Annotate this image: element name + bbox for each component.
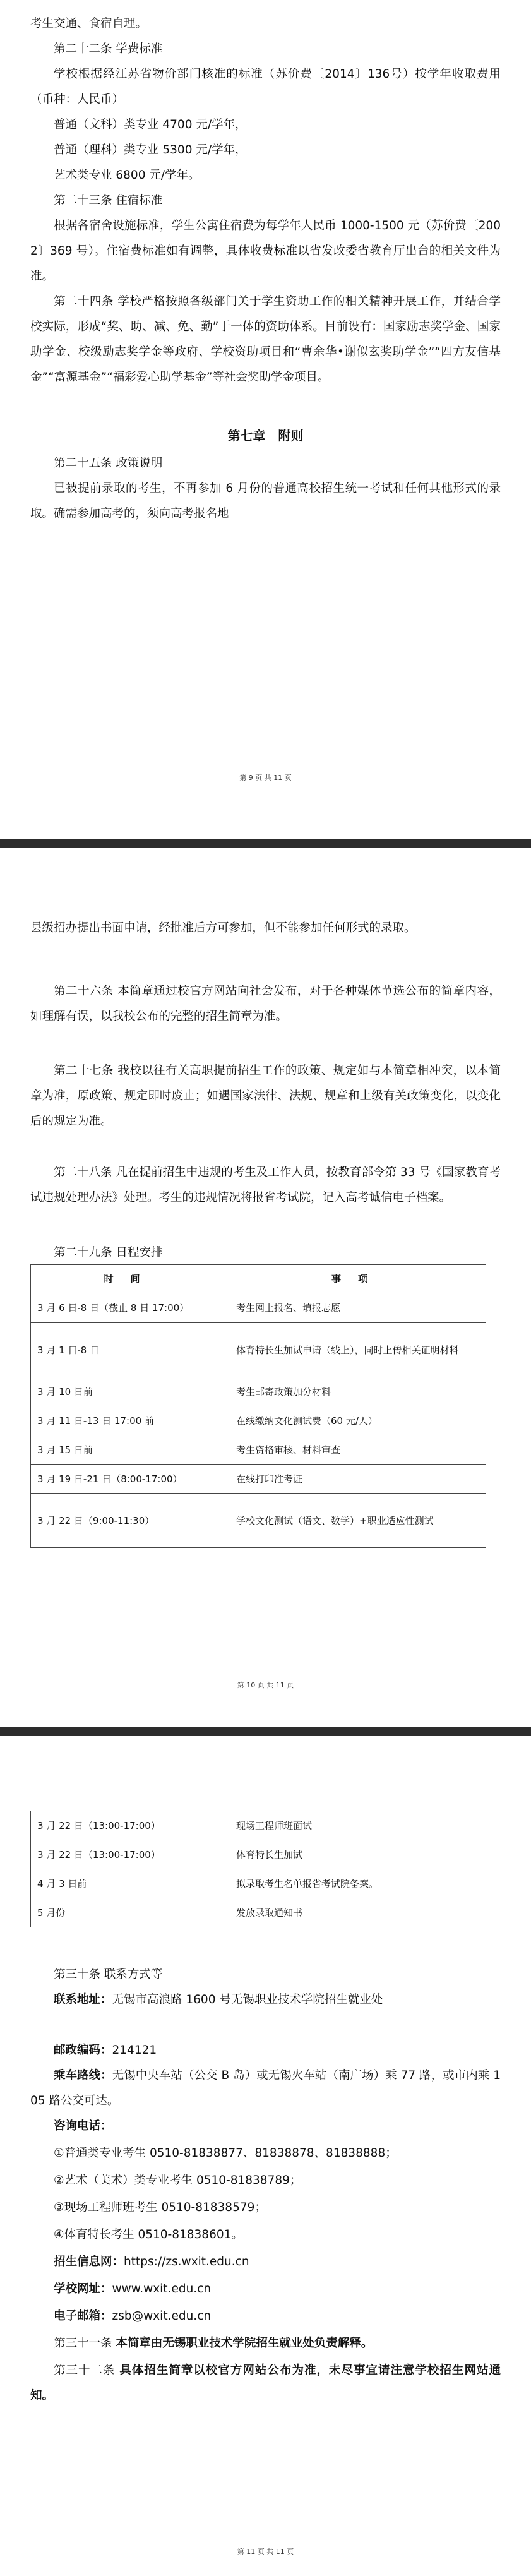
article-31-text: 本简章由无锡职业技术学院招生就业处负责解释。 xyxy=(116,2337,373,2350)
article-32-prefix: 第三十二条 xyxy=(54,2364,120,2377)
page-footer: 第 11 页 共 11 页 xyxy=(237,2548,294,2556)
email-link[interactable]: zsb@wxit.edu.cn xyxy=(112,2309,212,2323)
table-cell: 4 月 3 日前 xyxy=(31,1869,217,1898)
table-cell: 体育特长生加试申请（线上），同时上传相关证明材料 xyxy=(217,1323,486,1377)
paragraph: 第二十七条 我校以往有关高职提前招生工作的政策、规定如与本简章相冲突，以本简章为准，原政策、规定即时废止；如遇国家法律、法规、规章和上级有关政策变化，以变化后的规定为准。 xyxy=(30,1064,501,1128)
info-site-link[interactable]: https://zs.wxit.edu.cn xyxy=(124,2255,249,2268)
table-row xyxy=(31,1323,486,1377)
article-31-prefix: 第三十一条 xyxy=(54,2337,116,2350)
paragraph: 考生交通、食宿自理。 xyxy=(30,17,148,30)
column-header: 时 间 xyxy=(31,1265,217,1293)
table-row xyxy=(31,1293,486,1323)
table-row xyxy=(31,1494,486,1548)
postcode-line xyxy=(30,2038,501,2063)
table-cell: 学校文化测试（语文、数学）+职业适应性测试 xyxy=(217,1494,486,1548)
school-site-line xyxy=(30,2277,501,2302)
paragraph: 根据各宿舍设施标准，学生公寓住宿费为每学年人民币 1000-1500 元（苏价费〔2002〕369 号）。住宿费标准如有调整，具体收费标准以省发改委省教育厅出台的相关文件为准。 xyxy=(30,219,501,283)
table-cell: 3 月 22 日（13:00-17:00） xyxy=(31,1840,217,1869)
table-cell: 拟录取考生名单报省考试院备案。 xyxy=(217,1869,486,1898)
phone-heading xyxy=(30,2114,501,2139)
address-value: 无锡市高浪路 1600 号无锡职业技术学院招生就业处 xyxy=(112,1993,383,2006)
route-label: 乘车路线： xyxy=(54,2069,112,2082)
table-row xyxy=(31,1435,486,1465)
article-heading: 第三十条 联系方式等 xyxy=(54,1968,163,1981)
paragraph: 学校根据经江苏省物价部门核准的标准（苏价费〔2014〕136号）按学年收取费用（币种：人民币） xyxy=(30,68,501,106)
article-32 xyxy=(30,2358,501,2409)
page-9 xyxy=(0,0,531,839)
table-row xyxy=(31,1898,486,1927)
table-cell: 发放录取通知书 xyxy=(217,1898,486,1927)
table-cell: 3 月 22 日（13:00-17:00） xyxy=(31,1811,217,1840)
table-cell: 3 月 11 日-13 日 17:00 前 xyxy=(31,1406,217,1435)
paragraph: 艺术类专业 6800 元/学年。 xyxy=(54,169,200,182)
schedule-table-continued xyxy=(30,1811,486,1927)
page-footer: 第 10 页 共 11 页 xyxy=(237,1681,294,1689)
article-heading: 第二十九条 日程安排 xyxy=(54,1246,163,1259)
table-cell: 在线打印准考证 xyxy=(217,1465,486,1494)
table-row xyxy=(31,1869,486,1898)
table-row xyxy=(31,1811,486,1840)
page-footer: 第 9 页 共 11 页 xyxy=(239,774,292,782)
phone-label: 咨询电话： xyxy=(54,2119,112,2133)
paragraph: 第二十六条 本简章通过校官方网站向社会发布，对于各种媒体节选公布的简章内容，如理解有误，以我校公布的完整的招生简章为准。 xyxy=(30,985,501,1023)
table-cell: 考生资格审核、材料审查 xyxy=(217,1435,486,1465)
page-11 xyxy=(0,1736,531,2576)
page-separator xyxy=(0,839,531,848)
email-label: 电子邮箱： xyxy=(54,2309,112,2323)
table-row xyxy=(31,1840,486,1869)
chapter-title: 第七章 附则 xyxy=(227,428,304,443)
school-site-link[interactable]: www.wxit.edu.cn xyxy=(112,2282,212,2296)
article-31 xyxy=(30,2331,501,2356)
school-site-label: 学校网址： xyxy=(54,2282,112,2296)
table-cell: 考生邮寄政策加分材料 xyxy=(217,1377,486,1406)
email-line xyxy=(30,2304,501,2329)
table-header-row xyxy=(31,1265,486,1293)
paragraph: 普通（理科）类专业 5300 元/学年， xyxy=(54,143,247,157)
paragraph: 第二十四条 学校严格按照各级部门关于学生资助工作的相关精神开展工作，并结合学校实际，形成“奖、助、减、免、勤”于一体的资助体系。目前设有：国家励志奖学金、国家助学金、校级励志奖学金等政府、学校资助项目和“曹余华•谢似玄奖助学金”“四方友信基金”“富源基金”“福彩爱心助学基金”等社会奖助学金项目。 xyxy=(30,295,501,384)
postcode-value: 214121 xyxy=(112,2044,157,2057)
article-heading: 第二十二条 学费标准 xyxy=(54,42,163,56)
table-row xyxy=(31,1465,486,1494)
info-site-line xyxy=(30,2250,501,2275)
table-cell: 3 月 15 日前 xyxy=(31,1435,217,1465)
address-line xyxy=(30,1987,501,2013)
table-cell: 3 月 22 日（9:00-11:30） xyxy=(31,1494,217,1548)
table-cell: 5 月份 xyxy=(31,1898,217,1927)
table-row xyxy=(31,1377,486,1406)
postcode-label: 邮政编码： xyxy=(54,2044,112,2057)
table-cell: 体育特长生加试 xyxy=(217,1840,486,1869)
phone-line: ①普通类专业考生 0510-81838877、81838878、81838888； xyxy=(54,2147,397,2160)
table-cell: 现场工程师班面试 xyxy=(217,1811,486,1840)
paragraph: 县级招办提出书面申请，经批准后方可参加，但不能参加任何形式的录取。 xyxy=(30,921,416,935)
paragraph: 已被提前录取的考生，不再参加 6 月份的普通高校招生统一考试和任何其他形式的录取。确需参加高考的，须向高考报名地 xyxy=(30,482,501,520)
schedule-table xyxy=(30,1264,486,1548)
table-cell: 3 月 6 日-8 日（截止 8 日 17:00） xyxy=(31,1293,217,1323)
route-line xyxy=(30,2063,501,2114)
table-cell: 3 月 10 日前 xyxy=(31,1377,217,1406)
article-32-text: 具体招生简章以校官方网站公布为准，未尽事宜请注意学校招生网站通知。 xyxy=(30,2364,501,2402)
phone-line: ②艺术（美术）类专业考生 0510-81838789； xyxy=(54,2174,302,2187)
info-site-label: 招生信息网： xyxy=(54,2255,124,2268)
page-10 xyxy=(0,848,531,1727)
paragraph: 第二十八条 凡在提前招生中违规的考生及工作人员，按教育部令第 33 号《国家教育考试违规处理办法》处理。考生的违规情况将报省考试院，记入高考诚信电子档案。 xyxy=(30,1166,501,1204)
table-cell: 3 月 1 日-8 日 xyxy=(31,1323,217,1377)
column-header: 事 项 xyxy=(217,1265,486,1293)
table-cell: 3 月 19 日-21 日（8:00-17:00） xyxy=(31,1465,217,1494)
address-label: 联系地址： xyxy=(54,1993,112,2006)
table-row xyxy=(31,1406,486,1435)
page-separator xyxy=(0,1727,531,1736)
route-value: 无锡中央车站（公交 B 岛）或无锡火车站（南广场）乘 77 路，或市内乘 105 路公交可达。 xyxy=(30,2069,501,2107)
table-cell: 考生网上报名、填报志愿 xyxy=(217,1293,486,1323)
phone-line: ④体育特长考生 0510-81838601。 xyxy=(54,2228,243,2241)
article-heading: 第二十三条 住宿标准 xyxy=(54,194,163,207)
phone-line: ③现场工程师班考生 0510-81838579； xyxy=(54,2201,266,2214)
article-heading: 第二十五条 政策说明 xyxy=(54,457,163,470)
paragraph: 普通（文科）类专业 4700 元/学年， xyxy=(54,118,247,131)
table-cell: 在线缴纳文化测试费（60 元/人） xyxy=(217,1406,486,1435)
